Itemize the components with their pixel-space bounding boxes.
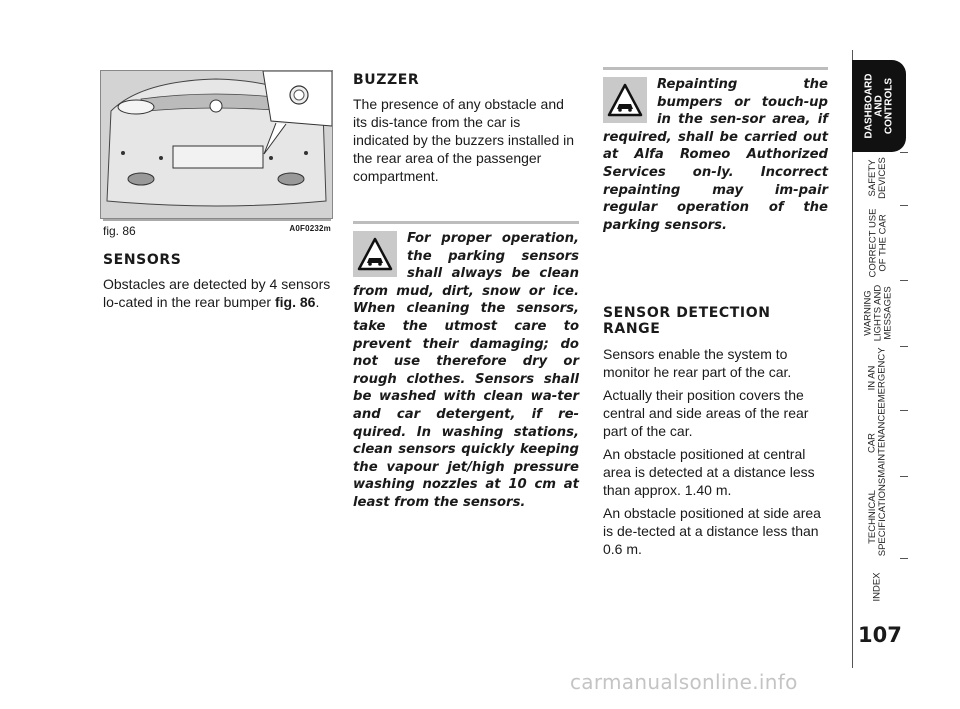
figure-reference: fig. 86 (274, 294, 316, 310)
figure-number: fig. 86 (103, 224, 136, 238)
figure-code: A0F0232m (289, 224, 331, 233)
detection-range-p1: Sensors enable the system to monitor he rear part of the car. (603, 346, 792, 380)
car-rear-illustration (101, 71, 332, 218)
cleaning-warning (353, 221, 579, 512)
sensors-period: . (315, 294, 320, 310)
tab-label: DASHBOARD AND CONTROLS (863, 73, 894, 139)
tab-car-maintenance[interactable] (852, 410, 904, 476)
tab-safety-devices[interactable] (852, 152, 904, 204)
tab-index[interactable] (852, 558, 904, 616)
buzzer-text: The presence of any obstacle and its dis-tance from the car is indicated by the buzzers installed in the rear area of the passenger compartment. (353, 96, 575, 184)
detection-range-p3: An obstacle positioned at central area is detected at a distance less than approx. 1.40 m. (603, 446, 815, 498)
repainting-warning-text: Repainting the bumpers or touch-up in the sen-sor area, if required, shall be carried out at Alfa Romeo Authorized Services on-ly. Incorrect repainting may im-pair regular operation of the parking sensors. (603, 77, 828, 233)
car-warning-icon (353, 231, 397, 277)
car-warning-icon (603, 77, 647, 123)
detection-range-p4: An obstacle positioned at side area is de-tected at a distance less than 0.6 m. (603, 505, 821, 557)
detection-range-heading: SENSOR DETECTION RANGE (603, 305, 771, 337)
cleaning-warning-text: For proper operation, the parking sensors shall always be clean from mud, dirt, snow or ice. When cleaning the sensors, take the utmost care to prevent their damaging; do not use therefore dry or rough clothes. Sensors shall be washed with clean wa-ter and car detergent, if re-quired. In washing stations, clean sensors quickly keeping the vapour jet/high pressure washing nozzles at 10 cm at least from the sensors. (353, 231, 579, 510)
sensors-heading: SENSORS (103, 252, 182, 268)
tab-label: INDEX (871, 572, 883, 602)
tab-in-an-emergency[interactable] (852, 346, 904, 410)
tab-label: CORRECT USE OF THE CAR (867, 208, 889, 277)
tab-warning-lights-and-messages[interactable] (852, 280, 904, 346)
detection-range-p2: Actually their position covers the central and side areas of the rear part of the car. (603, 387, 809, 439)
figure-caption (103, 219, 331, 238)
repainting-warning (603, 67, 828, 234)
sensors-section (103, 252, 333, 311)
tab-label: TECHNICAL SPECIFICATIONS (867, 477, 889, 557)
tab-label: WARNING LIGHTS AND MESSAGES (862, 284, 893, 342)
page-number: 107 (858, 623, 902, 647)
tab-technical-specifications[interactable] (852, 476, 904, 558)
car-rear-figure (100, 70, 333, 219)
watermark: carmanualsonline.info (570, 670, 798, 694)
sensors-body: Obstacles are detected by 4 sensors lo-cated in the rear bumper (103, 276, 331, 310)
tab-correct-use-of-the-car[interactable] (852, 205, 904, 280)
tab-label: CAR MAINTENANCE (867, 408, 888, 478)
buzzer-section (353, 72, 579, 185)
buzzer-heading: BUZZER (353, 72, 420, 88)
detection-range-section (603, 305, 829, 558)
tab-label: IN AN EMERGENCY (867, 347, 889, 409)
sensors-text (103, 275, 333, 311)
tab-dashboard-and-controls[interactable] (852, 60, 906, 152)
tab-label: SAFETY DEVICES (867, 157, 888, 199)
